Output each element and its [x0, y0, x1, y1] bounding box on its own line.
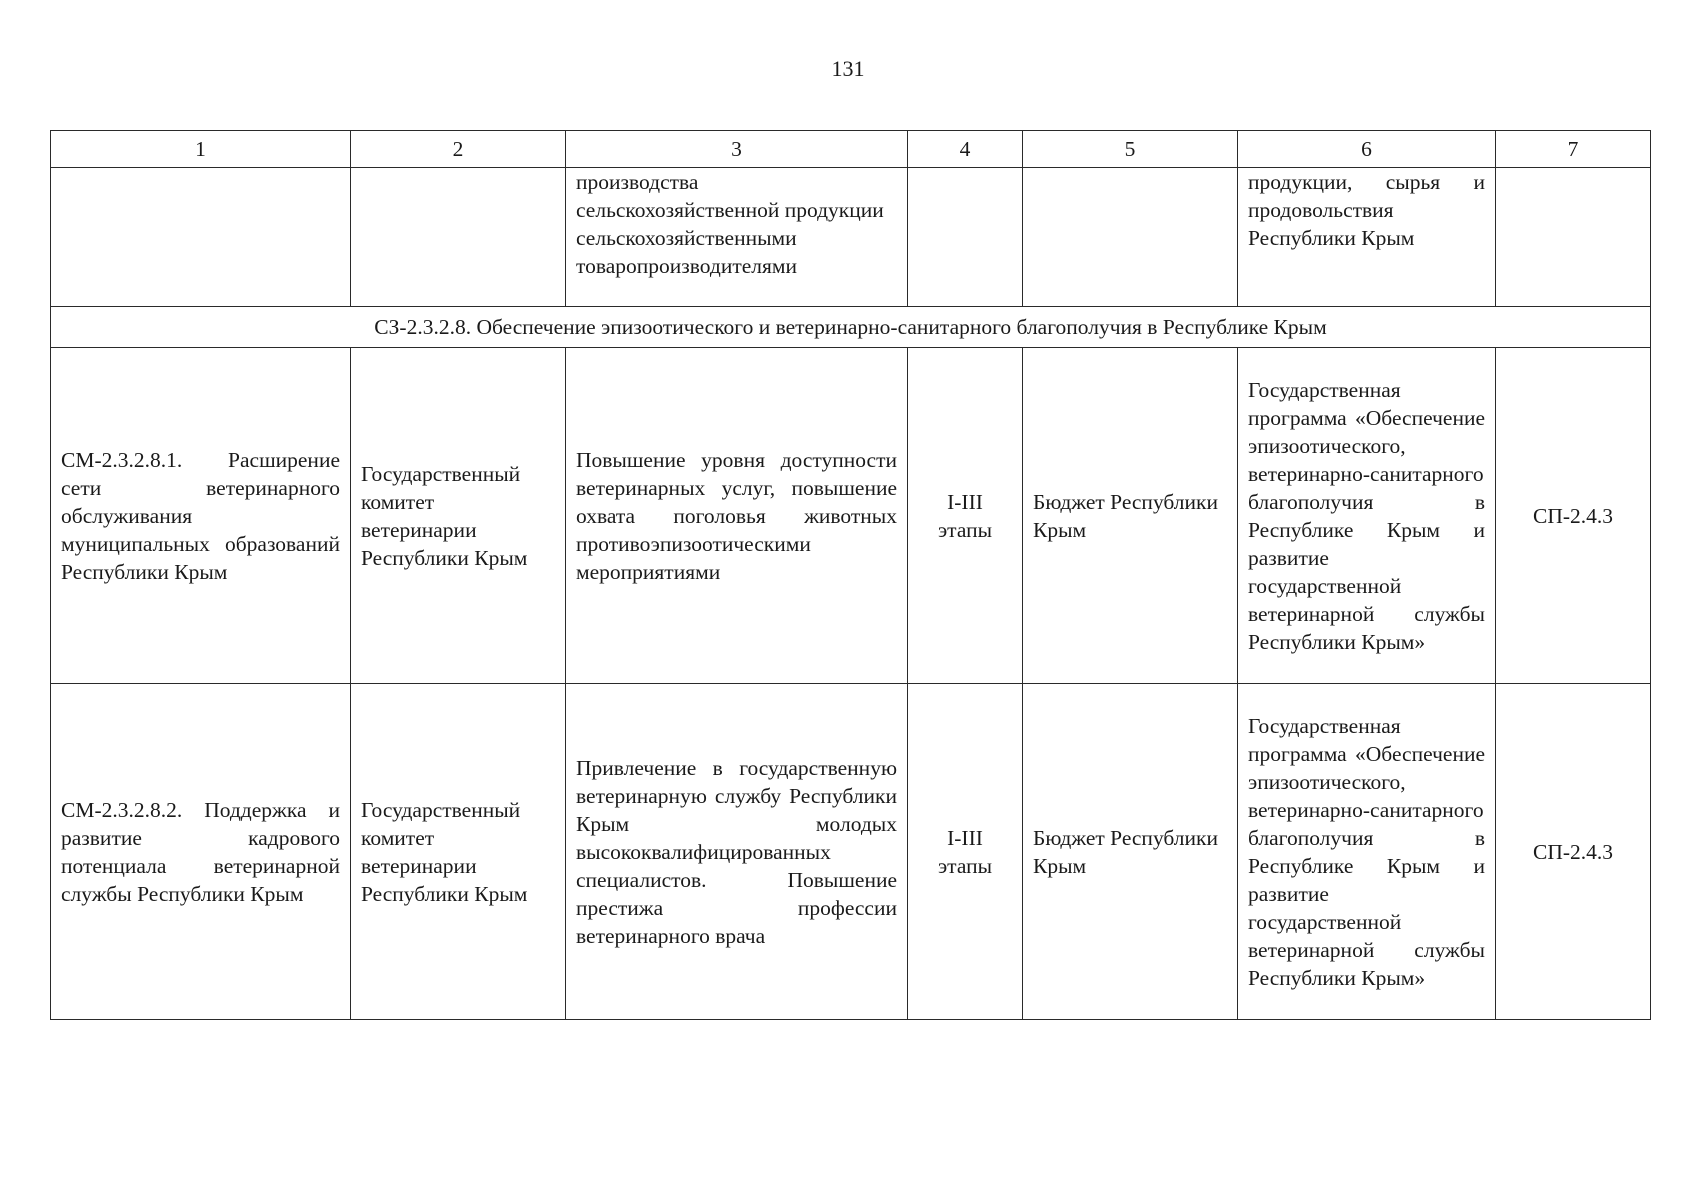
column-header-3: 3 — [566, 131, 908, 168]
column-header-4: 4 — [908, 131, 1023, 168]
column-header-5: 5 — [1023, 131, 1238, 168]
stages-cell: I-III этапы — [908, 348, 1023, 684]
page-number: 131 — [831, 56, 865, 81]
continuation-cell-2 — [351, 168, 566, 307]
continuation-row — [51, 168, 1651, 307]
table-row — [51, 684, 1651, 1020]
column-header-7: 7 — [1496, 131, 1651, 168]
measures-table — [50, 130, 1651, 1020]
continuation-cell-3 — [566, 168, 908, 307]
result-cell: Привлечение в государственную ветеринарную службу Республики Крым молодых высококвалифицированных специалистов. Повышение престижа профессии ветеринарного врача — [566, 684, 908, 1020]
continuation-cell-1 — [51, 168, 351, 307]
continuation-cell-7 — [1496, 168, 1651, 307]
continuation-program-text: продукции, сырья и продовольствия Республики Крым — [1248, 170, 1485, 250]
section-row — [51, 307, 1651, 348]
header-row — [51, 131, 1651, 168]
program-cell: Государственная программа «Обеспечение эпизоотического, ветеринарно-санитарного благополучия в Республике Крым и развитие государственной ветеринарной службы Республики Крым» — [1238, 348, 1496, 684]
funding-cell: Бюджет Республики Крым — [1023, 348, 1238, 684]
result-cell: Повышение уровня доступности ветеринарных услуг, повышение охвата поголовья животных противоэпизоотическими мероприятиями — [566, 348, 908, 684]
continuation-result-text: производства сельскохозяйственной продукции сельскохозяйственными товаропроизводителями — [576, 170, 884, 278]
section-title: СЗ-2.3.2.8. Обеспечение эпизоотического и ветеринарно-санитарного благополучия в Республике Крым — [51, 307, 1651, 348]
column-header-6: 6 — [1238, 131, 1496, 168]
table-row — [51, 348, 1651, 684]
code-cell: СП-2.4.3 — [1496, 348, 1651, 684]
continuation-cell-4 — [908, 168, 1023, 307]
executor-cell: Государственный комитет ветеринарии Республики Крым — [351, 684, 566, 1020]
column-header-1: 1 — [51, 131, 351, 168]
measure-cell: СМ-2.3.2.8.1. Расширение сети ветеринарного обслуживания муниципальных образований Республики Крым — [51, 348, 351, 684]
column-header-2: 2 — [351, 131, 566, 168]
measure-cell: СМ-2.3.2.8.2. Поддержка и развитие кадрового потенциала ветеринарной службы Республики Крым — [51, 684, 351, 1020]
funding-cell: Бюджет Республики Крым — [1023, 684, 1238, 1020]
executor-cell: Государственный комитет ветеринарии Республики Крым — [351, 348, 566, 684]
code-cell: СП-2.4.3 — [1496, 684, 1651, 1020]
continuation-cell-6 — [1238, 168, 1496, 307]
stages-cell: I-III этапы — [908, 684, 1023, 1020]
program-cell: Государственная программа «Обеспечение эпизоотического, ветеринарно-санитарного благополучия в Республике Крым и развитие государственной ветеринарной службы Республики Крым» — [1238, 684, 1496, 1020]
continuation-cell-5 — [1023, 168, 1238, 307]
